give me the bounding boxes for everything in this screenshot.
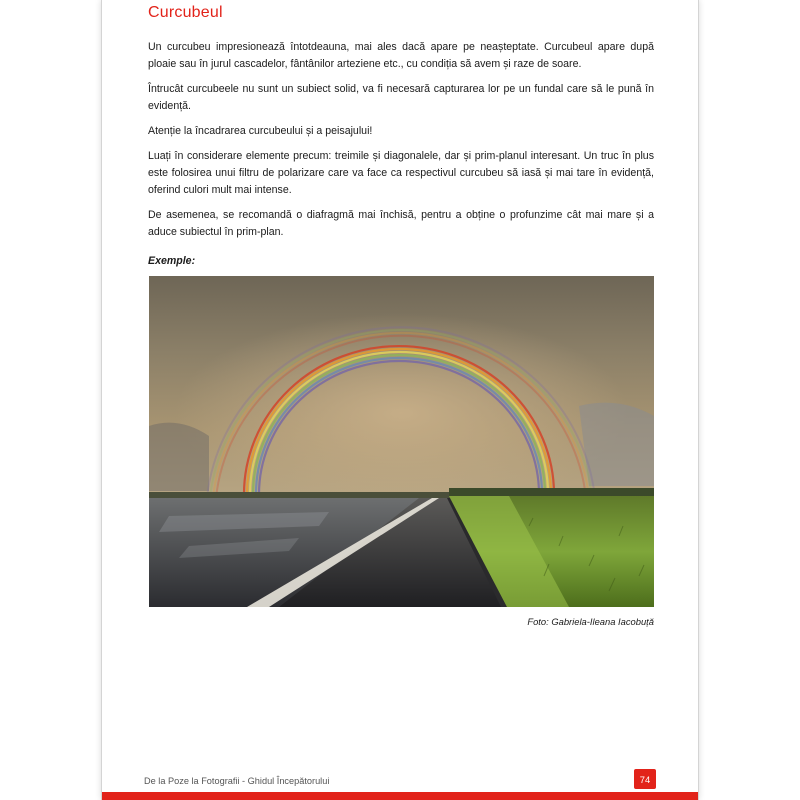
- paragraph-3: Atenție la încadrarea curcubeului și a peisajului!: [148, 125, 373, 137]
- document-page: [101, 0, 699, 800]
- rainbow-photo: [149, 276, 654, 607]
- paragraph-1: Un curcubeu impresionează întotdeauna, mai ales dacă apare pe neașteptate. Curcubeul apare după ploaie sau în jurul cascadelor, fântânilor arteziene etc., cu condiția să avem și raze de soare.: [148, 41, 654, 70]
- photo-caption: Foto: Gabriela-Ileana Iacobuță: [527, 616, 654, 627]
- examples-label: Exemple:: [148, 255, 196, 267]
- paragraph-5: De asemenea, se recomandă o diafragmă mai închisă, pentru a obține o profunzime cât mai mare și a aduce subiectul în prim-plan.: [148, 209, 654, 238]
- footer-text: De la Poze la Fotografii - Ghidul Începătorului: [144, 776, 330, 786]
- paragraph-4: Luați în considerare elemente precum: treimile și diagonalele, dar și prim-planul interesant. Un truc în plus este folosirea unui filtru de polarizare care va face ca respectivul curcubeu să iasă și mai tare în evidență, oferind culori mult mai intense.: [148, 150, 654, 196]
- body-text: [148, 39, 654, 278]
- page-title: Curcubeul: [148, 4, 223, 21]
- page-number: 74: [634, 769, 656, 789]
- paragraph-2: Întrucât curcubeele nu sunt un subiect solid, va fi necesară capturarea lor pe un fundal care să le pună în evidență.: [148, 83, 654, 112]
- footer-bar: [102, 792, 698, 800]
